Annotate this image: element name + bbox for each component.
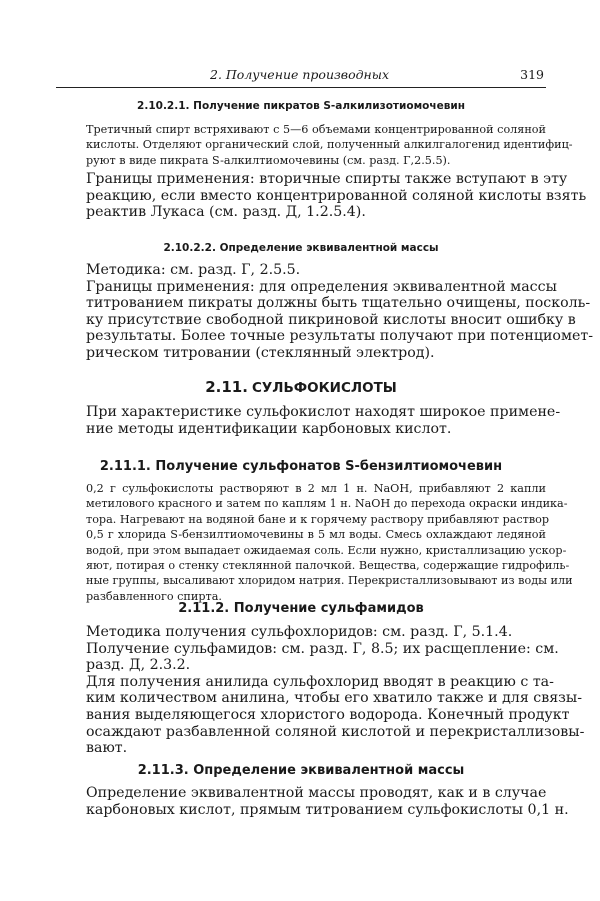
section-heading-2-10-2-1: 2.10.2.1. Получение пикратов S-алкилизотиомочевин — [137, 100, 465, 112]
paragraph-line: вания выделяющегося хлористого водорода. Конечный продукт — [86, 706, 570, 723]
paragraph-sulfonate-method — [86, 481, 573, 604]
paragraph-line: ние методы идентификации карбоновых кислот. — [86, 420, 452, 437]
paragraph-line: Третичный спирт встряхивают с 5—6 объемами концентрированной соляной — [86, 123, 546, 136]
paragraph-equivalent-mass — [86, 785, 569, 818]
paragraph-line: титрованием пикраты должны быть тщательно очищены, посколь- — [86, 295, 591, 312]
paragraph-line: карбоновых кислот, прямым титрованием сульфокислоты 0,1 н. — [86, 801, 569, 818]
paragraph-limits-secondary — [86, 171, 587, 221]
page-number: 319 — [520, 67, 544, 82]
paragraph-line: осаждают разбавленной соляной кислотой и перекристаллизовы- — [86, 723, 585, 740]
section-heading-2-11-1: 2.11.1. Получение сульфонатов S-бензилтиомочевин — [99, 459, 503, 474]
paragraph-line: 0,2 г сульфокислоты растворяют в 2 мл 1 н. NaOH, прибавляют 2 капли — [86, 482, 546, 495]
paragraph-line: Методика: см. разд. Г, 2.5.5. — [86, 262, 301, 278]
paragraph-line: реакцию, если вместо концентрированной соляной кислоты взять — [86, 187, 587, 204]
paragraph-line: яют, потирая о стенку стеклянной палочкой. Вещества, содержащие гидрофиль- — [86, 559, 570, 573]
paragraph-line: результаты. Более точные результаты получают при потенциомет- — [86, 328, 594, 345]
running-head — [56, 67, 546, 88]
paragraph-line: рическом титровании (стеклянный электрод). — [86, 344, 435, 361]
paragraph-line: ким количеством анилина, чтобы его хватило также и для связы- — [86, 690, 582, 707]
paragraph-line: Определение эквивалентной массы проводят, как и в случае — [86, 785, 547, 801]
paragraph-sulfonic-intro — [86, 404, 561, 437]
section-heading-2-11-2: 2.11.2. Получение сульфамидов — [178, 601, 424, 616]
section-heading-2-11-3: 2.11.3. Определение эквивалентной массы — [137, 763, 465, 778]
paragraph-line: Границы применения: для определения эквивалентной массы — [86, 278, 557, 295]
paragraph-line: разд. Д, 2.3.2. — [86, 657, 191, 674]
paragraph-line: руют в виде пикрата S-алкилтиомочевины (см. разд. Г,2.5.5). — [86, 153, 451, 167]
paragraph-line: тора. Нагревают на водяной бане и к горячему раствору прибавляют раствор — [86, 512, 550, 526]
paragraph-sulfamide-method — [86, 624, 585, 757]
section-heading-2-11 — [56, 378, 546, 396]
section-title: СУЛЬФОКИСЛОТЫ — [251, 380, 397, 396]
paragraph-line: ные группы, высаливают хлоридом натрия. Перекристаллизовывают из воды или — [86, 574, 573, 588]
paragraph-line: Методика получения сульфохлоридов: см. разд. Г, 5.1.4. — [86, 624, 513, 640]
section-heading-2-10-2-2: 2.10.2.2. Определение эквивалентной массы — [163, 242, 439, 254]
paragraph-line: 0,5 г хлорида S-бензилтиомочевины в 5 мл воды. Смесь охлаждают ледяной — [86, 528, 546, 542]
paragraph-line: Границы применения: вторичные спирты также вступают в эту — [86, 171, 568, 187]
paragraph-line: ку присутствие свободной пикриновой кислоты вносит ошибку в — [86, 311, 576, 328]
paragraph-line: Получение сульфамидов: см. разд. Г, 8.5; их расщепление: см. — [86, 640, 559, 657]
paragraph-line: вают. — [86, 740, 128, 757]
paragraph-line: водой, при этом выпадает ожидаемая соль. Если нужно, кристаллизацию ускор- — [86, 543, 567, 557]
paragraph-picrate-method — [86, 262, 594, 362]
paragraph-line: При характеристике сульфокислот находят широкое примене- — [86, 404, 561, 420]
paragraph-line: метилового красного и затем по каплям 1 н. NaOH до перехода окраски индика- — [86, 497, 568, 511]
running-head-title: 2. Получение производных — [210, 67, 389, 82]
paragraph-line: кислоты. Отделяют органический слой, полученный алкилгалогенид идентифиц- — [86, 138, 573, 152]
paragraph-line: реактив Лукаса (см. разд. Д, 1.2.5.4). — [86, 204, 366, 221]
paragraph-line: разбавленного спирта. — [86, 589, 222, 603]
section-number: 2.11. — [205, 378, 248, 396]
paragraph-tertiary-alcohol — [86, 122, 573, 168]
paragraph-line: Для получения анилида сульфохлорид вводят в реакцию с та- — [86, 673, 554, 690]
